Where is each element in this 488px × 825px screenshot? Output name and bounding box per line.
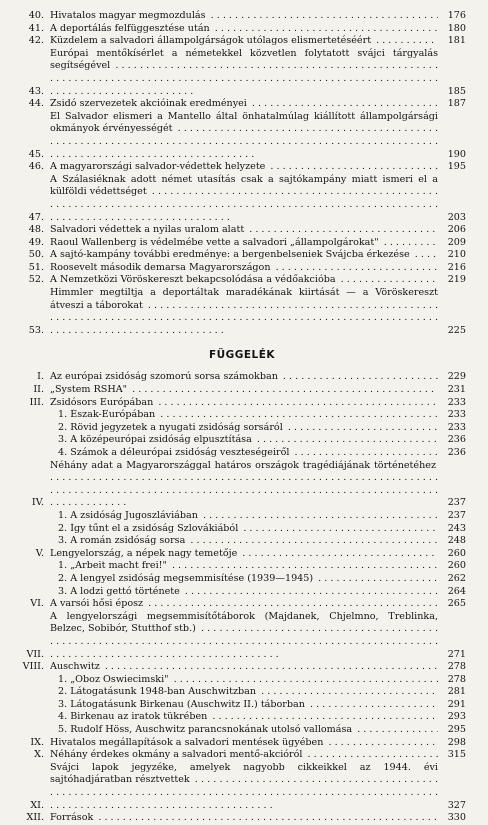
- entry-number: 51.: [28, 261, 44, 273]
- entry-page-number: 260: [447, 560, 466, 572]
- leader-dots: [354, 724, 438, 735]
- entry-title: [50, 249, 438, 262]
- leader-dots: [102, 661, 438, 672]
- toc-subentry: [18, 535, 466, 548]
- toc-entry: [18, 237, 466, 250]
- toc-entry: [18, 174, 466, 224]
- entry-title: [50, 749, 438, 762]
- entry-page-number: 231: [447, 384, 466, 396]
- entry-page-number: 236: [447, 434, 466, 446]
- entry-title-text: 5. Rudolf Höss, Auschwitz parancsnokának utolsó vallomása: [58, 724, 353, 736]
- leader-dots: [285, 422, 438, 433]
- entry-number: 41.: [28, 22, 44, 34]
- entry-page-number: 225: [447, 324, 466, 336]
- toc-entry: [18, 762, 466, 812]
- entry-title: [50, 161, 438, 174]
- entry-page-number: 281: [447, 686, 466, 698]
- entry-title-text: Raoul Wallenberg is védelmébe vette a salvadori „állampolgárokat": [50, 236, 379, 248]
- toc-entry: [18, 249, 466, 262]
- entry-title: [50, 548, 438, 561]
- entry-page-number: 264: [447, 585, 466, 597]
- leader-dots: [325, 737, 438, 748]
- entry-number: VII.: [26, 648, 44, 660]
- entry-page-number: 210: [447, 249, 466, 261]
- entry-title: [50, 98, 438, 111]
- toc-entry: [18, 384, 466, 397]
- entry-number: 50.: [28, 249, 44, 261]
- leader-dots: [240, 523, 438, 534]
- entry-title: [50, 174, 438, 224]
- leader-dots: [291, 447, 438, 458]
- entry-page-number: 298: [447, 736, 466, 748]
- entry-page-number: 203: [447, 211, 466, 223]
- entry-title: [50, 510, 438, 523]
- entry-number: 43.: [28, 85, 44, 97]
- entry-page-number: 248: [447, 535, 466, 547]
- toc-entry: [18, 397, 466, 410]
- entry-title: [50, 686, 438, 699]
- entry-page-number: 260: [447, 547, 466, 559]
- toc-entry: [18, 737, 466, 750]
- entry-title-text: 1. „Oboz Oswiecimski": [58, 673, 169, 685]
- toc-entry: [18, 460, 466, 510]
- entry-title-text: 2. Így tűnt el a zsidóság Szlovákiából: [58, 522, 239, 534]
- entry-page-number: 265: [447, 598, 466, 610]
- entry-title: [50, 287, 438, 337]
- entry-title-text: A sajtó-kampány további eredménye: a bergenbelseniek Svájcba érkezése: [50, 249, 410, 261]
- entry-title-text: 1. A zsidóság Jugoszláviában: [58, 509, 198, 521]
- entry-title: [50, 812, 438, 825]
- toc-subentry: [18, 573, 466, 586]
- entry-title: [50, 409, 438, 422]
- entry-title: [50, 371, 438, 384]
- toc-entry: [18, 287, 466, 337]
- entry-number: II.: [33, 384, 44, 396]
- entry-title-text: El Salvador elismeri a Mantello által önhatalmúlag kiállított állampolgársági okmányok érvényességét: [50, 110, 438, 135]
- toc-subentry: [18, 409, 466, 422]
- entry-number: 44.: [28, 98, 44, 110]
- toc-entry: [18, 548, 466, 561]
- leader-dots: [50, 472, 438, 508]
- entry-number: 48.: [28, 224, 44, 236]
- entry-number: 53.: [28, 324, 44, 336]
- entry-page-number: 295: [447, 724, 466, 736]
- entry-title-text: Lengyelország, a népek nagy temetője: [50, 547, 238, 559]
- entry-title: [50, 724, 438, 737]
- entry-title-text: 2. Rövid jegyzetek a nyugati zsidóság sorsáról: [58, 421, 283, 433]
- leader-dots: [381, 237, 438, 248]
- entry-title: [50, 737, 438, 750]
- appendix-heading: FÜGGELÉK: [208, 349, 276, 362]
- entry-number: 52.: [28, 274, 44, 286]
- entry-page-number: 233: [447, 396, 466, 408]
- toc-entry: [18, 48, 466, 98]
- entry-title: [50, 384, 438, 397]
- entry-title-text: Zsidósors Európában: [50, 396, 154, 408]
- toc-entry: [18, 611, 466, 661]
- leader-dots: [246, 224, 438, 235]
- toc-subentry: [18, 560, 466, 573]
- entry-title-text: Hivatalos magyar megmozdulás: [50, 10, 206, 21]
- leader-dots: [145, 598, 438, 609]
- entry-title: [50, 661, 438, 674]
- entry-title-text: „System RSHA": [50, 384, 128, 396]
- toc-subentry: [18, 724, 466, 737]
- leader-dots: [171, 674, 438, 685]
- entry-page-number: 291: [447, 698, 466, 710]
- entry-title: [50, 611, 438, 661]
- entry-title-text: 2. A lengyel zsidóság megsemmisítése (1939—1945): [58, 572, 314, 584]
- entry-page-number: 233: [447, 409, 466, 421]
- leader-dots: [373, 35, 438, 46]
- entry-page-number: 187: [447, 98, 466, 110]
- leader-dots: [338, 274, 438, 285]
- entry-title: [50, 762, 438, 812]
- entry-title: [50, 23, 438, 36]
- leader-dots: [187, 535, 438, 546]
- entry-title-text: 3. Látogatásunk Birkenau (Auschwitz II.) táborban: [58, 698, 305, 710]
- entry-title: [50, 535, 438, 548]
- entry-number: 49.: [28, 236, 44, 248]
- entry-title-text: A magyarországi salvador-védettek helyzete: [50, 161, 266, 173]
- toc-subentry: [18, 699, 466, 712]
- entry-title: [50, 560, 438, 573]
- entry-title: [50, 274, 438, 287]
- entry-title-text: Hivatalos megállapítások a salvadori mentések ügyében: [50, 736, 324, 748]
- entry-number: V.: [35, 547, 44, 559]
- entry-page-number: 219: [447, 274, 466, 286]
- entry-page-number: 237: [447, 509, 466, 521]
- entry-number: 42.: [28, 35, 44, 47]
- entry-title: [50, 422, 438, 435]
- leader-dots: [304, 749, 438, 760]
- toc-entry: [18, 812, 466, 825]
- entry-title: [50, 397, 438, 410]
- toc-entry: [18, 10, 466, 23]
- toc-subentry: [18, 586, 466, 599]
- entry-title-text: A Szálasiéknak adott német utasítás csak a sajtókampány miatt ismeri el a külföldi védettséget: [50, 173, 438, 198]
- entry-title: [50, 586, 438, 599]
- entry-page-number: 315: [447, 749, 466, 761]
- entry-number: 45.: [28, 148, 44, 160]
- toc-entry: [18, 661, 466, 674]
- entry-page-number: 278: [447, 673, 466, 685]
- entry-title: [50, 699, 438, 712]
- entry-number: X.: [34, 749, 44, 761]
- toc-subentry: [18, 686, 466, 699]
- entry-page-number: 185: [447, 85, 466, 97]
- leader-dots: [307, 699, 438, 710]
- toc-entry: [18, 371, 466, 384]
- entry-title-text: Auschwitz: [50, 661, 100, 673]
- leader-dots: [249, 98, 438, 109]
- entry-page-number: 278: [447, 661, 466, 673]
- entry-number: 40.: [28, 10, 44, 21]
- entry-title-text: Zsidó szervezetek akcióinak eredményei: [50, 98, 247, 110]
- toc-subentry: [18, 510, 466, 523]
- entry-page-number: 229: [447, 371, 466, 383]
- toc-subentry: [18, 447, 466, 460]
- entry-page-number: 327: [447, 799, 466, 811]
- leader-dots: [412, 249, 438, 260]
- entry-page-number: 216: [447, 261, 466, 273]
- entry-page-number: 195: [447, 161, 466, 173]
- leader-dots: [209, 711, 438, 722]
- leader-dots: [258, 686, 438, 697]
- entry-title: [50, 674, 438, 687]
- leader-dots: [239, 548, 438, 559]
- entry-page-number: 293: [447, 711, 466, 723]
- entry-title-text: 3. A román zsidóság sorsa: [58, 535, 186, 547]
- toc-subentry: [18, 711, 466, 724]
- entry-number: III.: [29, 396, 44, 408]
- entry-page-number: 271: [447, 648, 466, 660]
- toc-entry: [18, 23, 466, 36]
- entry-page-number: 233: [447, 421, 466, 433]
- entry-page-number: 190: [447, 148, 466, 160]
- entry-title: [50, 224, 438, 237]
- entry-number: IX.: [30, 736, 44, 748]
- leader-dots: [155, 397, 438, 408]
- entry-title-text: 3. A lodzi gettó története: [58, 585, 180, 597]
- toc-entry: [18, 35, 466, 48]
- entry-title-text: Himmler megtiltja a deportáltak maradékának kiirtását — a Vöröskereszt átveszi a táborokat: [50, 287, 438, 311]
- entry-title: [50, 35, 438, 48]
- toc-entry: [18, 161, 466, 174]
- toc-subentry: [18, 422, 466, 435]
- entry-title: [50, 573, 438, 586]
- toc-entry: [18, 111, 466, 161]
- entry-page-number: 209: [447, 236, 466, 248]
- leader-dots: [182, 586, 438, 597]
- entry-number: I.: [37, 371, 44, 383]
- entry-title: [50, 48, 438, 98]
- entry-title: [50, 523, 438, 536]
- entry-title-text: Európai mentőkísérlet a németekkel közvetlen folytatott svájci tárgyalás segítségével: [50, 47, 438, 72]
- toc-subentry: [18, 674, 466, 687]
- entry-title-text: A Nemzetközi Vöröskereszt bekapcsolódása a védőakcióba: [50, 274, 336, 286]
- leader-dots: [129, 384, 438, 395]
- main-toc-list: [18, 10, 466, 337]
- leader-dots: [273, 262, 438, 273]
- entry-number: IV.: [31, 497, 44, 509]
- leader-dots: [157, 409, 438, 420]
- entry-title: [50, 262, 438, 275]
- toc-subentry: [18, 523, 466, 536]
- entry-title: [50, 598, 438, 611]
- entry-title: [50, 10, 438, 23]
- leader-dots: [169, 560, 438, 571]
- toc-entry: [18, 598, 466, 611]
- entry-page-number: 243: [447, 522, 466, 534]
- entry-number: VI.: [30, 598, 44, 610]
- entry-title-text: Svájci lapok jegyzéke, amelyek nagyobb cikkeikkel az 1944. évi sajtóhadjáratban résztvettek: [50, 761, 438, 786]
- entry-title-text: Küzdelem a salvadori állampolgárságok utólagos elismertetéséért: [50, 35, 372, 47]
- toc-entry: [18, 749, 466, 762]
- leader-dots: [208, 10, 438, 21]
- entry-title-text: Salvadori védettek a nyilas uralom alatt: [50, 224, 245, 236]
- appendix-toc-list: [18, 371, 466, 824]
- entry-title-text: 4. Számok a déleurópai zsidóság veszteségeiről: [58, 447, 290, 458]
- entry-title: [50, 237, 438, 250]
- toc-entry: [18, 274, 466, 287]
- leader-dots: [280, 371, 438, 382]
- leader-dots: [200, 510, 438, 521]
- entry-title: [50, 111, 438, 161]
- entry-title-text: Források: [50, 812, 94, 824]
- entry-page-number: 237: [447, 497, 466, 509]
- leader-dots: [254, 434, 438, 445]
- entry-title-text: 2. Látogatásunk 1948-ban Auschwitzban: [58, 686, 257, 698]
- entry-page-number: 262: [447, 572, 466, 584]
- leader-dots: [95, 812, 438, 823]
- entry-page-number: 180: [447, 22, 466, 34]
- entry-title-text: 4. Birkenau az iratok tükrében: [58, 711, 208, 723]
- entry-title: [50, 447, 438, 460]
- entry-page-number: 236: [447, 447, 466, 458]
- toc-entry: [18, 224, 466, 237]
- entry-title: [50, 434, 438, 447]
- entry-number: XII.: [26, 812, 44, 824]
- toc-subentry: [18, 434, 466, 447]
- entry-page-number: 176: [447, 10, 466, 21]
- entry-title-text: Roosevelt második demarsa Magyarországon: [50, 261, 271, 273]
- entry-number: VIII.: [22, 661, 44, 673]
- entry-title-text: Az európai zsidóság szomorú sorsa számokban: [50, 371, 278, 383]
- entry-title: [50, 711, 438, 724]
- leader-dots: [315, 573, 438, 584]
- entry-number: 47.: [28, 211, 44, 223]
- entry-title-text: Néhány érdekes okmány a salvadori mentő-akcióról: [50, 749, 303, 761]
- entry-page-number: 181: [447, 35, 466, 47]
- entry-page-number: 206: [447, 224, 466, 236]
- toc-entry: [18, 98, 466, 111]
- leader-dots: [267, 161, 438, 172]
- entry-number: 46.: [28, 161, 44, 173]
- leader-dots: [212, 23, 438, 34]
- entry-title-text: 3. A középeurópai zsidóság elpusztítása: [58, 434, 252, 446]
- entry-title: [50, 460, 438, 510]
- entry-title-text: A varsói hősi éposz: [50, 598, 144, 610]
- entry-number: XI.: [30, 799, 44, 811]
- entry-title-text: A deportálás felfüggesztése után: [50, 22, 210, 34]
- entry-title-text: A lengyelországi megsemmisítőtáborok (Majdanek, Chjelmno, Treblinka, Belzec, Sobibór, Stutthof stb.): [50, 610, 438, 635]
- entry-page-number: 330: [447, 812, 466, 824]
- entry-title-text: Néhány adat a Magyarországgal határos országok tragédiájának történetéhez: [50, 459, 436, 471]
- entry-title-text: 1. „Arbeit macht frei!": [58, 560, 167, 572]
- toc-entry: [18, 262, 466, 275]
- entry-title-text: 1. Észak-Európában: [58, 409, 156, 421]
